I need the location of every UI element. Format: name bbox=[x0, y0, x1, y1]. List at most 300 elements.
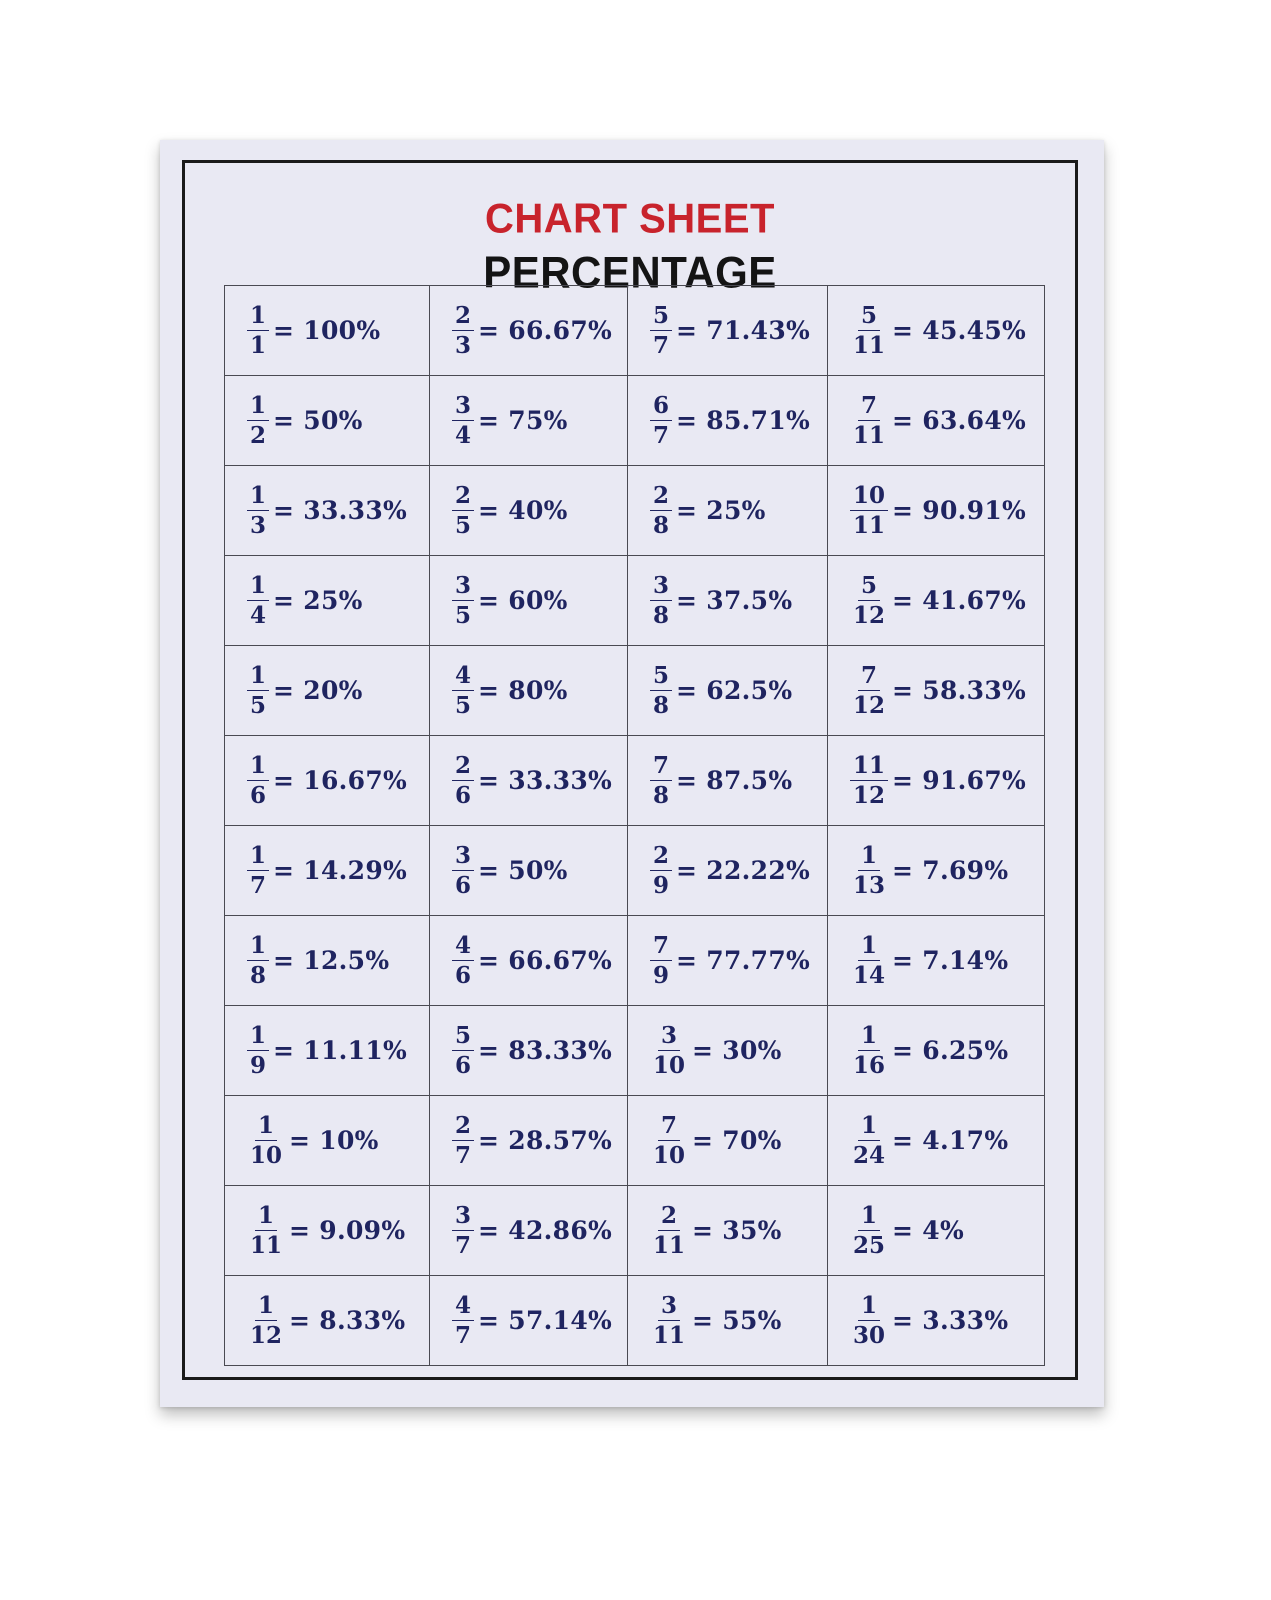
percent-value: = 4.17% bbox=[892, 1126, 1009, 1155]
poster-subtitle: PERCENTAGE bbox=[483, 247, 777, 298]
fraction bbox=[650, 484, 672, 537]
denominator: 12 bbox=[853, 692, 886, 719]
numerator: 7 bbox=[650, 934, 672, 961]
table-row bbox=[225, 556, 1045, 646]
numerator: 2 bbox=[658, 1204, 680, 1231]
fraction-expression bbox=[247, 1204, 405, 1257]
fraction-cell bbox=[828, 286, 1045, 376]
fraction-expression bbox=[850, 574, 1026, 627]
fraction-expression bbox=[452, 664, 568, 717]
fraction-cell bbox=[628, 736, 828, 826]
numerator: 1 bbox=[247, 394, 269, 421]
fraction bbox=[452, 664, 474, 717]
fraction-cell bbox=[225, 736, 430, 826]
percent-value: = 87.5% bbox=[676, 766, 793, 795]
fraction-cell bbox=[828, 376, 1045, 466]
fraction-cell bbox=[225, 646, 430, 736]
fraction-expression bbox=[650, 394, 810, 447]
fraction bbox=[650, 574, 672, 627]
numerator: 3 bbox=[658, 1024, 680, 1051]
denominator: 5 bbox=[455, 692, 472, 719]
numerator: 2 bbox=[650, 844, 672, 871]
fraction bbox=[850, 844, 888, 897]
percent-value: = 80% bbox=[478, 676, 568, 705]
denominator: 10 bbox=[653, 1052, 686, 1079]
table-row bbox=[225, 1276, 1045, 1366]
percent-value: = 33.33% bbox=[273, 496, 408, 525]
fraction-cell bbox=[225, 916, 430, 1006]
fraction-cell bbox=[430, 1006, 628, 1096]
poster-title: CHART SHEET bbox=[485, 195, 775, 243]
fraction-cell bbox=[828, 1186, 1045, 1276]
numerator: 7 bbox=[650, 754, 672, 781]
denominator: 7 bbox=[653, 332, 670, 359]
fraction-expression bbox=[650, 484, 766, 537]
numerator: 4 bbox=[452, 934, 474, 961]
numerator: 3 bbox=[452, 844, 474, 871]
fraction-expression bbox=[650, 1204, 782, 1257]
denominator: 24 bbox=[853, 1142, 886, 1169]
percent-value: = 55% bbox=[692, 1306, 782, 1335]
fraction bbox=[247, 1294, 285, 1347]
fraction bbox=[452, 574, 474, 627]
numerator: 1 bbox=[858, 1294, 880, 1321]
fraction-expression bbox=[452, 574, 568, 627]
fraction bbox=[247, 304, 269, 357]
percent-value: = 37.5% bbox=[676, 586, 793, 615]
numerator: 5 bbox=[858, 304, 880, 331]
fraction-cell bbox=[628, 376, 828, 466]
fraction-cell bbox=[430, 466, 628, 556]
fraction-cell bbox=[225, 1186, 430, 1276]
numerator: 2 bbox=[452, 304, 474, 331]
percent-value: = 71.43% bbox=[676, 316, 811, 345]
numerator: 1 bbox=[858, 1114, 880, 1141]
fraction bbox=[247, 754, 269, 807]
denominator: 9 bbox=[250, 1052, 267, 1079]
numerator: 2 bbox=[650, 484, 672, 511]
fraction-cell bbox=[828, 466, 1045, 556]
percent-value: = 42.86% bbox=[478, 1216, 613, 1245]
denominator: 11 bbox=[853, 422, 886, 449]
denominator: 12 bbox=[853, 602, 886, 629]
fraction bbox=[650, 394, 672, 447]
fraction-expression bbox=[247, 394, 363, 447]
fraction-cell bbox=[225, 376, 430, 466]
percent-value: = 30% bbox=[692, 1036, 782, 1065]
denominator: 10 bbox=[250, 1142, 283, 1169]
numerator: 2 bbox=[452, 1114, 474, 1141]
table-row bbox=[225, 916, 1045, 1006]
fraction-expression bbox=[452, 1114, 612, 1167]
fraction-expression bbox=[247, 1024, 407, 1077]
percent-value: = 22.22% bbox=[676, 856, 811, 885]
denominator: 3 bbox=[250, 512, 267, 539]
table-row bbox=[225, 1096, 1045, 1186]
fraction-cell bbox=[628, 646, 828, 736]
percent-value: = 50% bbox=[478, 856, 568, 885]
denominator: 2 bbox=[250, 422, 267, 449]
percent-value: = 77.77% bbox=[676, 946, 811, 975]
fraction-expression bbox=[850, 1204, 964, 1257]
numerator: 1 bbox=[247, 754, 269, 781]
fraction-cell bbox=[628, 1006, 828, 1096]
percent-value: = 6.25% bbox=[892, 1036, 1009, 1065]
fraction-cell bbox=[628, 916, 828, 1006]
fraction-cell bbox=[828, 646, 1045, 736]
percent-value: = 66.67% bbox=[478, 946, 613, 975]
percent-value: = 45.45% bbox=[892, 316, 1027, 345]
fraction-expression bbox=[650, 664, 792, 717]
denominator: 11 bbox=[653, 1322, 686, 1349]
fraction bbox=[850, 1024, 888, 1077]
fraction bbox=[650, 1204, 688, 1257]
denominator: 6 bbox=[455, 782, 472, 809]
percent-value: = 90.91% bbox=[892, 496, 1027, 525]
denominator: 8 bbox=[653, 692, 670, 719]
percent-value: = 25% bbox=[273, 586, 363, 615]
fraction-expression bbox=[247, 934, 389, 987]
fraction bbox=[452, 1294, 474, 1347]
denominator: 7 bbox=[455, 1232, 472, 1259]
fraction-cell bbox=[225, 556, 430, 646]
fraction bbox=[850, 484, 888, 537]
fraction-cell bbox=[828, 736, 1045, 826]
percent-value: = 85.71% bbox=[676, 406, 811, 435]
denominator: 4 bbox=[250, 602, 267, 629]
numerator: 5 bbox=[452, 1024, 474, 1051]
numerator: 4 bbox=[452, 664, 474, 691]
denominator: 12 bbox=[250, 1322, 283, 1349]
fraction bbox=[452, 754, 474, 807]
numerator: 5 bbox=[858, 574, 880, 601]
fraction bbox=[650, 1024, 688, 1077]
fraction bbox=[650, 1114, 688, 1167]
fraction-expression bbox=[247, 844, 407, 897]
numerator: 11 bbox=[850, 754, 888, 781]
percent-value: = 62.5% bbox=[676, 676, 793, 705]
fraction-cell bbox=[225, 466, 430, 556]
numerator: 1 bbox=[247, 1024, 269, 1051]
fraction bbox=[650, 1294, 688, 1347]
fraction-cell bbox=[225, 1276, 430, 1366]
fraction-expression bbox=[247, 484, 407, 537]
fraction-expression bbox=[850, 934, 1008, 987]
percent-value: = 16.67% bbox=[273, 766, 408, 795]
numerator: 1 bbox=[247, 664, 269, 691]
numerator: 2 bbox=[452, 754, 474, 781]
fraction-expression bbox=[850, 1024, 1008, 1077]
fraction-cell bbox=[225, 1006, 430, 1096]
numerator: 5 bbox=[650, 664, 672, 691]
fraction bbox=[850, 574, 888, 627]
fraction-cell bbox=[628, 286, 828, 376]
fraction-cell bbox=[628, 826, 828, 916]
fraction bbox=[650, 304, 672, 357]
numerator: 1 bbox=[858, 934, 880, 961]
numerator: 1 bbox=[858, 1024, 880, 1051]
denominator: 8 bbox=[653, 512, 670, 539]
fraction bbox=[452, 394, 474, 447]
percent-value: = 9.09% bbox=[289, 1216, 406, 1245]
denominator: 4 bbox=[455, 422, 472, 449]
fraction bbox=[850, 1204, 888, 1257]
denominator: 13 bbox=[853, 872, 886, 899]
fraction bbox=[650, 844, 672, 897]
numerator: 3 bbox=[452, 574, 474, 601]
fraction-expression bbox=[247, 1294, 405, 1347]
numerator: 5 bbox=[650, 304, 672, 331]
percent-value: = 75% bbox=[478, 406, 568, 435]
fraction-expression bbox=[452, 844, 568, 897]
fraction-cell bbox=[430, 286, 628, 376]
numerator: 7 bbox=[858, 394, 880, 421]
denominator: 7 bbox=[653, 422, 670, 449]
numerator: 3 bbox=[658, 1294, 680, 1321]
fraction-cell bbox=[828, 1276, 1045, 1366]
fraction bbox=[452, 304, 474, 357]
fraction bbox=[247, 934, 269, 987]
fraction bbox=[247, 574, 269, 627]
fraction-expression bbox=[452, 754, 612, 807]
fraction-cell bbox=[828, 826, 1045, 916]
numerator: 10 bbox=[850, 484, 888, 511]
fraction bbox=[650, 754, 672, 807]
fraction bbox=[452, 934, 474, 987]
percentage-table-body bbox=[225, 286, 1045, 1366]
fraction-expression bbox=[247, 754, 407, 807]
percent-value: = 7.14% bbox=[892, 946, 1009, 975]
percent-value: = 35% bbox=[692, 1216, 782, 1245]
numerator: 1 bbox=[858, 1204, 880, 1231]
fraction-expression bbox=[452, 304, 612, 357]
fraction bbox=[850, 934, 888, 987]
percent-value: = 11.11% bbox=[273, 1036, 408, 1065]
fraction-cell bbox=[430, 1186, 628, 1276]
fraction-cell bbox=[628, 1186, 828, 1276]
numerator: 6 bbox=[650, 394, 672, 421]
fraction bbox=[452, 1114, 474, 1167]
denominator: 9 bbox=[653, 872, 670, 899]
numerator: 3 bbox=[650, 574, 672, 601]
denominator: 8 bbox=[250, 962, 267, 989]
fraction-expression bbox=[850, 844, 1008, 897]
poster-frame bbox=[182, 160, 1078, 1380]
percent-value: = 10% bbox=[289, 1126, 379, 1155]
numerator: 1 bbox=[247, 934, 269, 961]
percent-value: = 7.69% bbox=[892, 856, 1009, 885]
percent-value: = 3.33% bbox=[892, 1306, 1009, 1335]
chart-poster bbox=[160, 140, 1104, 1407]
table-row bbox=[225, 736, 1045, 826]
fraction-expression bbox=[850, 394, 1026, 447]
fraction-expression bbox=[452, 1204, 612, 1257]
percent-value: = 28.57% bbox=[478, 1126, 613, 1155]
fraction-cell bbox=[628, 556, 828, 646]
fraction bbox=[850, 1294, 888, 1347]
fraction-expression bbox=[452, 1024, 612, 1077]
fraction bbox=[247, 844, 269, 897]
table-row bbox=[225, 286, 1045, 376]
numerator: 4 bbox=[452, 1294, 474, 1321]
fraction-expression bbox=[650, 1024, 782, 1077]
numerator: 1 bbox=[255, 1114, 277, 1141]
fraction-cell bbox=[828, 556, 1045, 646]
denominator: 8 bbox=[653, 602, 670, 629]
fraction bbox=[452, 1204, 474, 1257]
fraction-cell bbox=[430, 1276, 628, 1366]
denominator: 6 bbox=[455, 1052, 472, 1079]
fraction bbox=[247, 664, 269, 717]
numerator: 1 bbox=[247, 304, 269, 331]
percent-value: = 60% bbox=[478, 586, 568, 615]
percent-value: = 33.33% bbox=[478, 766, 613, 795]
fraction-expression bbox=[650, 1114, 782, 1167]
percent-value: = 70% bbox=[692, 1126, 782, 1155]
table-row bbox=[225, 1186, 1045, 1276]
table-row bbox=[225, 466, 1045, 556]
fraction-cell bbox=[430, 646, 628, 736]
fraction bbox=[850, 754, 888, 807]
fraction-expression bbox=[452, 934, 612, 987]
fraction-cell bbox=[628, 1096, 828, 1186]
fraction-expression bbox=[850, 1114, 1008, 1167]
table-row bbox=[225, 646, 1045, 736]
fraction-expression bbox=[650, 754, 792, 807]
numerator: 2 bbox=[452, 484, 474, 511]
fraction bbox=[247, 1204, 285, 1257]
numerator: 1 bbox=[247, 484, 269, 511]
denominator: 25 bbox=[853, 1232, 886, 1259]
percent-value: = 58.33% bbox=[892, 676, 1027, 705]
table-row bbox=[225, 1006, 1045, 1096]
denominator: 7 bbox=[250, 872, 267, 899]
percent-value: = 12.5% bbox=[273, 946, 390, 975]
fraction bbox=[247, 1114, 285, 1167]
fraction-cell bbox=[828, 916, 1045, 1006]
fraction bbox=[452, 1024, 474, 1077]
fraction-expression bbox=[247, 1114, 379, 1167]
denominator: 12 bbox=[853, 782, 886, 809]
percent-value: = 4% bbox=[892, 1216, 965, 1245]
fraction-expression bbox=[650, 304, 810, 357]
percent-value: = 57.14% bbox=[478, 1306, 613, 1335]
percent-value: = 25% bbox=[676, 496, 766, 525]
fraction-cell bbox=[225, 1096, 430, 1186]
fraction bbox=[650, 664, 672, 717]
fraction-expression bbox=[850, 1294, 1008, 1347]
percent-value: = 40% bbox=[478, 496, 568, 525]
fraction-expression bbox=[247, 304, 380, 357]
fraction-cell bbox=[430, 556, 628, 646]
percent-value: = 63.64% bbox=[892, 406, 1027, 435]
numerator: 1 bbox=[247, 574, 269, 601]
denominator: 6 bbox=[250, 782, 267, 809]
fraction-cell bbox=[628, 466, 828, 556]
denominator: 11 bbox=[853, 512, 886, 539]
denominator: 11 bbox=[853, 332, 886, 359]
fraction bbox=[650, 934, 672, 987]
percentage-table bbox=[224, 285, 1045, 1366]
fraction bbox=[452, 844, 474, 897]
percent-value: = 91.67% bbox=[892, 766, 1027, 795]
fraction-expression bbox=[850, 664, 1026, 717]
percent-value: = 83.33% bbox=[478, 1036, 613, 1065]
fraction-cell bbox=[430, 916, 628, 1006]
denominator: 5 bbox=[455, 602, 472, 629]
table-row bbox=[225, 376, 1045, 466]
numerator: 1 bbox=[255, 1294, 277, 1321]
denominator: 5 bbox=[455, 512, 472, 539]
denominator: 7 bbox=[455, 1322, 472, 1349]
denominator: 9 bbox=[653, 962, 670, 989]
fraction-expression bbox=[650, 844, 810, 897]
fraction bbox=[850, 304, 888, 357]
percent-value: = 41.67% bbox=[892, 586, 1027, 615]
fraction-cell bbox=[828, 1006, 1045, 1096]
numerator: 7 bbox=[658, 1114, 680, 1141]
denominator: 11 bbox=[653, 1232, 686, 1259]
numerator: 1 bbox=[858, 844, 880, 871]
denominator: 1 bbox=[250, 332, 267, 359]
fraction-cell bbox=[430, 736, 628, 826]
fraction bbox=[850, 664, 888, 717]
fraction-expression bbox=[452, 394, 568, 447]
fraction-expression bbox=[650, 934, 810, 987]
denominator: 10 bbox=[653, 1142, 686, 1169]
denominator: 14 bbox=[853, 962, 886, 989]
percent-value: = 66.67% bbox=[478, 316, 613, 345]
fraction-cell bbox=[225, 286, 430, 376]
fraction bbox=[247, 484, 269, 537]
fraction bbox=[850, 1114, 888, 1167]
denominator: 7 bbox=[455, 1142, 472, 1169]
fraction-expression bbox=[247, 664, 363, 717]
fraction bbox=[452, 484, 474, 537]
fraction-cell bbox=[430, 1096, 628, 1186]
numerator: 1 bbox=[247, 844, 269, 871]
fraction-expression bbox=[452, 484, 568, 537]
numerator: 3 bbox=[452, 1204, 474, 1231]
percent-value: = 14.29% bbox=[273, 856, 408, 885]
denominator: 6 bbox=[455, 962, 472, 989]
fraction-cell bbox=[430, 376, 628, 466]
denominator: 11 bbox=[250, 1232, 283, 1259]
denominator: 16 bbox=[853, 1052, 886, 1079]
fraction-expression bbox=[247, 574, 363, 627]
percent-value: = 50% bbox=[273, 406, 363, 435]
fraction-expression bbox=[452, 1294, 612, 1347]
denominator: 3 bbox=[455, 332, 472, 359]
fraction-expression bbox=[850, 484, 1026, 537]
fraction-cell bbox=[225, 826, 430, 916]
denominator: 30 bbox=[853, 1322, 886, 1349]
denominator: 8 bbox=[653, 782, 670, 809]
fraction-expression bbox=[650, 574, 792, 627]
fraction-expression bbox=[850, 754, 1026, 807]
fraction bbox=[247, 394, 269, 447]
percent-value: = 100% bbox=[273, 316, 381, 345]
fraction-cell bbox=[628, 1276, 828, 1366]
numerator: 7 bbox=[858, 664, 880, 691]
fraction-expression bbox=[650, 1294, 782, 1347]
numerator: 3 bbox=[452, 394, 474, 421]
denominator: 6 bbox=[455, 872, 472, 899]
numerator: 1 bbox=[255, 1204, 277, 1231]
fraction-cell bbox=[430, 826, 628, 916]
fraction-expression bbox=[850, 304, 1026, 357]
fraction bbox=[247, 1024, 269, 1077]
